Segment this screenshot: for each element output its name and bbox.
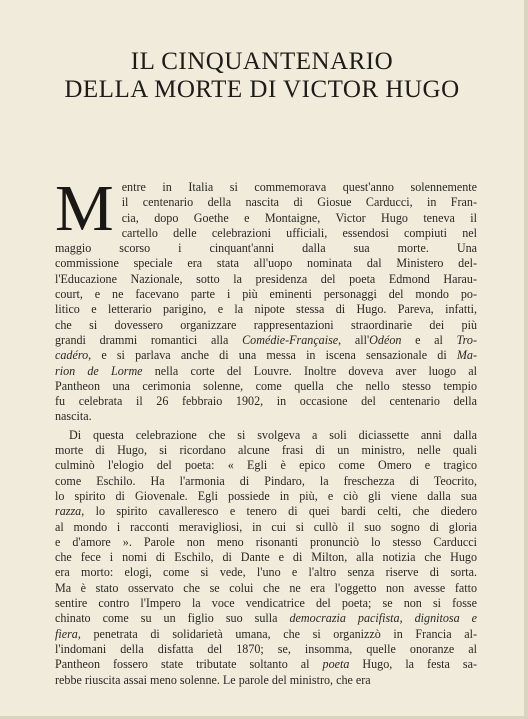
drop-cap: M [55, 172, 114, 245]
text-line [55, 333, 477, 348]
italic-title: rion de Lorme [55, 363, 143, 378]
text-line: rebbe riuscita assai meno solenne. Le parole del ministro, che era [55, 672, 371, 687]
italic-word: poeta [322, 657, 350, 672]
text-line: l'Educazione Nazionale, sotto la presidenza del poeta Edmond Harau- [55, 271, 477, 286]
text-line: fu celebrata il 26 febbraio 1902, in occasione del centenario della [55, 394, 477, 409]
text-line: Ma è stato osservato che se colui che ne era l'oggetto non avesse fatto [55, 580, 477, 595]
text-line [55, 364, 477, 379]
text-line: al mondo i racconti meravigliosi, in cui si cullò il suo sogno di gloria [55, 519, 477, 534]
text-line: culminò l'elogio del poeta: « Egli è epico come Omero e tragico [55, 458, 477, 473]
text-line: era morto: elogi, come si vede, l'uno e l'altro senza riserve di sorta. [55, 565, 477, 580]
text-line: il centenario della nascita di Giosue Carducci, in Fran- [121, 195, 477, 210]
italic-phrase: democrazia pacifista, dignitosa e [289, 611, 478, 626]
text-line [55, 627, 477, 642]
text-line: morte di Hugo, si ricordano alcune frasi di un ministro, nelle quali [55, 443, 477, 458]
text-line [55, 611, 477, 626]
italic-word: fiera [55, 626, 78, 641]
text-run: , e si parlava anche di una messa in iscena sensazionale di [88, 348, 457, 363]
text-run: nella corte del Louvre. Inoltre doveva aver luogo al [142, 363, 477, 378]
text-run: , lo spirito cavalleresco e tenero di quei bardi celti, che diedero [81, 504, 477, 519]
text-line: court, e ne facevano parte i più eminenti personaggi del mondo po- [55, 287, 477, 302]
text-run: chinato come su un figlio suo sulla [55, 611, 290, 626]
text-run: e al [401, 332, 457, 347]
article-body [55, 172, 478, 688]
text-run: Hugo, la festa sa- [349, 657, 478, 672]
paragraph-2 [55, 428, 477, 688]
italic-word: razza [55, 504, 82, 519]
text-line: entre in Italia si commemorava quest'anno solennemente [121, 180, 477, 194]
text-line: Di questa celebrazione che si svolgeva a soli diciassette anni dalla [69, 427, 477, 442]
text-line: commissione speciale era stata all'uopo nominata dal Ministero del- [55, 256, 477, 271]
text-line: Pantheon una cerimonia solenne, come quella che nello stesso tempio [55, 378, 477, 393]
text-line: cia, dopo Goethe e Montaigne, Victor Hugo teneva il [121, 210, 477, 225]
text-line: cartello delle celebrazioni ufficiali, essendosi compiuti nel [121, 225, 477, 240]
text-run: , all' [338, 332, 370, 347]
text-run: , penetrata di solidarietà umana, che si organizzò in Francia al- [77, 626, 477, 641]
title-line-1: IL CINQUANTENARIO [130, 48, 394, 75]
text-line: e d'amore ». Parole non meno risonanti pronunciò lo stesso Carducci [55, 534, 477, 549]
paragraph-1 [55, 172, 477, 425]
italic-title: Comédie-Française [242, 332, 339, 347]
text-line: nascita. [55, 409, 92, 424]
text-line: lo spirito di Giovenale. Egli possiede in più, e ciò gli viene dalla sua [55, 488, 477, 503]
italic-title: Ma- [456, 348, 477, 363]
text-line [55, 657, 477, 672]
text-line: litico e letterario parigino, e la nipote stessa di Hugo. Pareva, infatti, [55, 302, 477, 317]
text-line [55, 348, 477, 363]
text-line: che fece i nomi di Eschilo, di Dante e di Milton, alla notizia che Hugo [55, 550, 477, 565]
text-line: maggio scorso i cinquant'anni dalla sua morte. Una [55, 241, 477, 256]
text-run: Pantheon fossero state tributate soltanto al [55, 657, 323, 672]
text-line [55, 504, 477, 519]
text-line: come Eschilo. Ha l'armonia di Pindaro, la freschezza di Teocrito, [55, 473, 477, 488]
text-line: sentire contro l'Impero la voce vendicatrice del poeta; se non si fosse [55, 596, 477, 611]
article-title [0, 48, 524, 104]
italic-title: Odéon [369, 332, 402, 347]
title-line-2: DELLA MORTE DI VICTOR HUGO [64, 76, 460, 103]
text-line: che si dovessero organizzare rappresentazioni straordinarie dei più [55, 317, 477, 332]
italic-title: Tro- [456, 332, 477, 347]
text-run: grandi drammi romantici alla [55, 332, 243, 347]
text-line: l'indomani della disfatta del 1870; se, insomma, quelle onoranze al [55, 641, 477, 656]
italic-title: cadéro [55, 348, 89, 363]
